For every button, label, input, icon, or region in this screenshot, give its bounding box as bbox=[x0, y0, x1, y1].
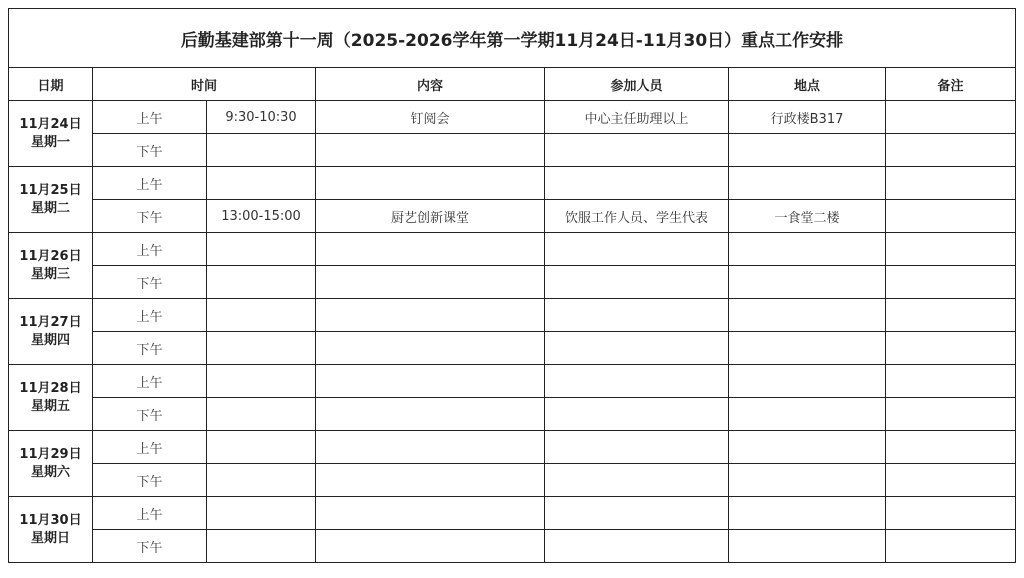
participants-cell bbox=[545, 134, 729, 167]
content-cell bbox=[316, 299, 545, 332]
location-cell: 行政楼B317 bbox=[729, 101, 886, 134]
date-label: 11月28日 bbox=[19, 380, 82, 396]
participants-cell bbox=[545, 167, 729, 200]
date-cell bbox=[9, 365, 93, 431]
date-label: 11月29日 bbox=[19, 446, 82, 462]
period-cell: 下午 bbox=[93, 200, 207, 233]
time-cell bbox=[207, 233, 316, 266]
table-row bbox=[9, 431, 1016, 464]
period-cell: 下午 bbox=[93, 134, 207, 167]
notes-cell bbox=[886, 431, 1016, 464]
participants-cell bbox=[545, 497, 729, 530]
location-cell bbox=[729, 167, 886, 200]
period-cell: 上午 bbox=[93, 497, 207, 530]
time-cell bbox=[207, 134, 316, 167]
location-cell bbox=[729, 497, 886, 530]
time-cell bbox=[207, 497, 316, 530]
period-cell: 上午 bbox=[93, 431, 207, 464]
notes-cell bbox=[886, 299, 1016, 332]
header-location: 地点 bbox=[729, 68, 886, 101]
date-label: 11月30日 bbox=[19, 512, 82, 528]
weekday-label: 星期四 bbox=[30, 332, 70, 348]
weekday-label: 星期日 bbox=[30, 530, 70, 546]
period-cell: 上午 bbox=[93, 299, 207, 332]
weekday-label: 星期六 bbox=[30, 464, 70, 480]
time-cell: 9:30-10:30 bbox=[207, 101, 316, 134]
notes-cell bbox=[886, 233, 1016, 266]
participants-cell bbox=[545, 233, 729, 266]
notes-cell bbox=[886, 332, 1016, 365]
content-cell: 钉阅会 bbox=[316, 101, 545, 134]
content-cell bbox=[316, 464, 545, 497]
notes-cell bbox=[886, 530, 1016, 563]
header-notes: 备注 bbox=[886, 68, 1016, 101]
period-cell: 下午 bbox=[93, 530, 207, 563]
time-cell bbox=[207, 266, 316, 299]
period-cell: 下午 bbox=[93, 398, 207, 431]
notes-cell bbox=[886, 200, 1016, 233]
time-cell bbox=[207, 398, 316, 431]
table-row bbox=[9, 398, 1016, 431]
location-cell bbox=[729, 233, 886, 266]
title-row bbox=[9, 9, 1016, 68]
participants-cell bbox=[545, 431, 729, 464]
table-row bbox=[9, 497, 1016, 530]
date-label: 11月24日 bbox=[19, 116, 82, 132]
header-date: 日期 bbox=[9, 68, 93, 101]
header-row bbox=[9, 68, 1016, 101]
date-label: 11月25日 bbox=[19, 182, 82, 198]
location-cell bbox=[729, 398, 886, 431]
period-cell: 下午 bbox=[93, 464, 207, 497]
time-cell: 13:00-15:00 bbox=[207, 200, 316, 233]
content-cell bbox=[316, 332, 545, 365]
date-cell bbox=[9, 233, 93, 299]
location-cell bbox=[729, 299, 886, 332]
time-cell bbox=[207, 365, 316, 398]
schedule-body bbox=[9, 101, 1016, 563]
content-cell bbox=[316, 134, 545, 167]
content-cell bbox=[316, 365, 545, 398]
location-cell bbox=[729, 530, 886, 563]
content-cell bbox=[316, 233, 545, 266]
time-cell bbox=[207, 299, 316, 332]
weekday-label: 星期三 bbox=[30, 266, 70, 282]
time-cell bbox=[207, 167, 316, 200]
period-cell: 上午 bbox=[93, 365, 207, 398]
header-content: 内容 bbox=[316, 68, 545, 101]
content-cell bbox=[316, 266, 545, 299]
participants-cell bbox=[545, 332, 729, 365]
time-cell bbox=[207, 431, 316, 464]
notes-cell bbox=[886, 101, 1016, 134]
participants-cell bbox=[545, 365, 729, 398]
date-cell bbox=[9, 431, 93, 497]
table-row bbox=[9, 134, 1016, 167]
content-cell bbox=[316, 497, 545, 530]
header-time: 时间 bbox=[93, 68, 316, 101]
weekday-label: 星期二 bbox=[30, 200, 70, 216]
content-cell bbox=[316, 431, 545, 464]
header-participants: 参加人员 bbox=[545, 68, 729, 101]
period-cell: 下午 bbox=[93, 266, 207, 299]
participants-cell bbox=[545, 464, 729, 497]
location-cell bbox=[729, 365, 886, 398]
content-cell: 厨艺创新课堂 bbox=[316, 200, 545, 233]
location-cell: 一食堂二楼 bbox=[729, 200, 886, 233]
participants-cell: 中心主任助理以上 bbox=[545, 101, 729, 134]
notes-cell bbox=[886, 365, 1016, 398]
participants-cell bbox=[545, 299, 729, 332]
time-cell bbox=[207, 464, 316, 497]
date-cell bbox=[9, 299, 93, 365]
notes-cell bbox=[886, 134, 1016, 167]
page-title: 后勤基建部第十一周（2025-2026学年第一学期11月24日-11月30日）重点工作安排 bbox=[9, 9, 1016, 68]
date-label: 11月26日 bbox=[19, 248, 82, 264]
date-label: 11月27日 bbox=[19, 314, 82, 330]
period-cell: 上午 bbox=[93, 101, 207, 134]
weekday-label: 星期五 bbox=[30, 398, 70, 414]
location-cell bbox=[729, 134, 886, 167]
notes-cell bbox=[886, 497, 1016, 530]
table-row bbox=[9, 299, 1016, 332]
participants-cell bbox=[545, 530, 729, 563]
table-row bbox=[9, 365, 1016, 398]
table-row bbox=[9, 233, 1016, 266]
notes-cell bbox=[886, 266, 1016, 299]
participants-cell bbox=[545, 398, 729, 431]
period-cell: 上午 bbox=[93, 233, 207, 266]
date-cell bbox=[9, 101, 93, 167]
table-row bbox=[9, 266, 1016, 299]
date-cell bbox=[9, 497, 93, 563]
location-cell bbox=[729, 464, 886, 497]
participants-cell: 饮服工作人员、学生代表 bbox=[545, 200, 729, 233]
time-cell bbox=[207, 530, 316, 563]
schedule-document bbox=[8, 8, 1016, 563]
weekday-label: 星期一 bbox=[30, 134, 70, 150]
date-cell bbox=[9, 167, 93, 233]
table-row bbox=[9, 167, 1016, 200]
location-cell bbox=[729, 266, 886, 299]
period-cell: 上午 bbox=[93, 167, 207, 200]
content-cell bbox=[316, 167, 545, 200]
time-cell bbox=[207, 332, 316, 365]
notes-cell bbox=[886, 464, 1016, 497]
period-cell: 下午 bbox=[93, 332, 207, 365]
notes-cell bbox=[886, 398, 1016, 431]
table-row bbox=[9, 200, 1016, 233]
table-row bbox=[9, 464, 1016, 497]
table-row bbox=[9, 101, 1016, 134]
content-cell bbox=[316, 398, 545, 431]
table-row bbox=[9, 530, 1016, 563]
notes-cell bbox=[886, 167, 1016, 200]
schedule-table bbox=[8, 8, 1016, 563]
table-row bbox=[9, 332, 1016, 365]
content-cell bbox=[316, 530, 545, 563]
location-cell bbox=[729, 332, 886, 365]
location-cell bbox=[729, 431, 886, 464]
participants-cell bbox=[545, 266, 729, 299]
